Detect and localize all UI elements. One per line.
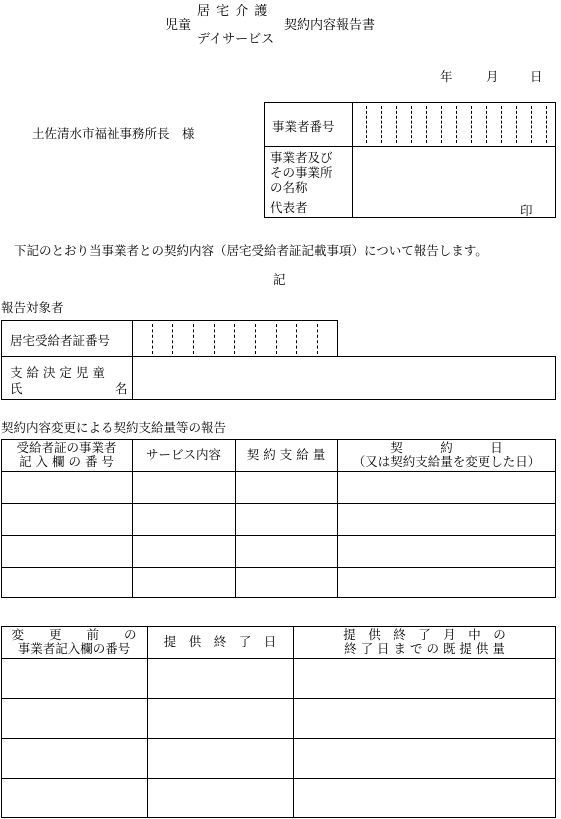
business-number-field[interactable] [352, 102, 556, 146]
title-left: 児童 [165, 18, 192, 33]
date-year: 年 [440, 69, 453, 84]
business-rep-label: 代表者 [270, 200, 308, 215]
date-month: 月 [486, 69, 499, 84]
contract-header-col1: 受給者証の事業者 記 入 欄 の 番 号 [16, 440, 117, 469]
subject-heading: 報告対象者 [1, 300, 64, 315]
title-top: 居 宅 介 護 [197, 4, 269, 19]
prev-header-col3: 提 供 終 了 月 中 の 終 了 日 ま で の 既 提 供 量 [343, 627, 506, 656]
business-name-label-1: 事業者及び [270, 150, 333, 165]
table-row[interactable] [1, 738, 556, 778]
table-row[interactable] [1, 778, 556, 818]
business-number-label: 事業者番号 [272, 119, 335, 134]
table-row[interactable] [1, 658, 556, 698]
seal-mark: 印 [520, 203, 533, 218]
business-name-label-3: の名称 [270, 180, 308, 195]
contract-header-col2: サービス内容 [145, 447, 221, 462]
table-row[interactable] [1, 503, 556, 535]
prev-header-col1: 変 更 前 の 事業者記入欄の番号 [11, 627, 137, 656]
ki-mark: 記 [273, 272, 286, 287]
table-row[interactable] [1, 698, 556, 738]
business-name-label-2: その事業所 [270, 165, 333, 180]
table-row[interactable] [1, 535, 556, 567]
addressee: 土佐清水市福祉事務所長 様 [32, 126, 195, 141]
table-row[interactable] [1, 471, 556, 503]
contract-header-col4: 契 約 日 （又は契約支給量を変更した日） [352, 440, 541, 469]
contract-header-col3: 契 約 支 給 量 [246, 447, 326, 462]
cert-number-field[interactable] [132, 320, 338, 357]
intro-text: 下記のとおり当事業者との契約内容（居宅受給者証記載事項）について報告します。 [14, 243, 488, 258]
date-day: 日 [530, 69, 543, 84]
child-name-label-2b: 名 [115, 381, 128, 396]
title-right: 契約内容報告書 [284, 18, 376, 33]
child-name-field[interactable] [132, 356, 556, 400]
title-bottom: デイサービス [197, 32, 275, 47]
child-name-label-1: 支 給 決 定 児 童 [10, 365, 105, 380]
prev-header-col2: 提 供 終 了 日 [163, 634, 277, 649]
cert-number-label: 居宅受給者証番号 [10, 333, 111, 348]
contract-heading: 契約内容変更による契約支給量等の報告 [1, 420, 227, 435]
table-row[interactable] [1, 567, 556, 598]
child-name-label-2a: 氏 [10, 381, 23, 396]
